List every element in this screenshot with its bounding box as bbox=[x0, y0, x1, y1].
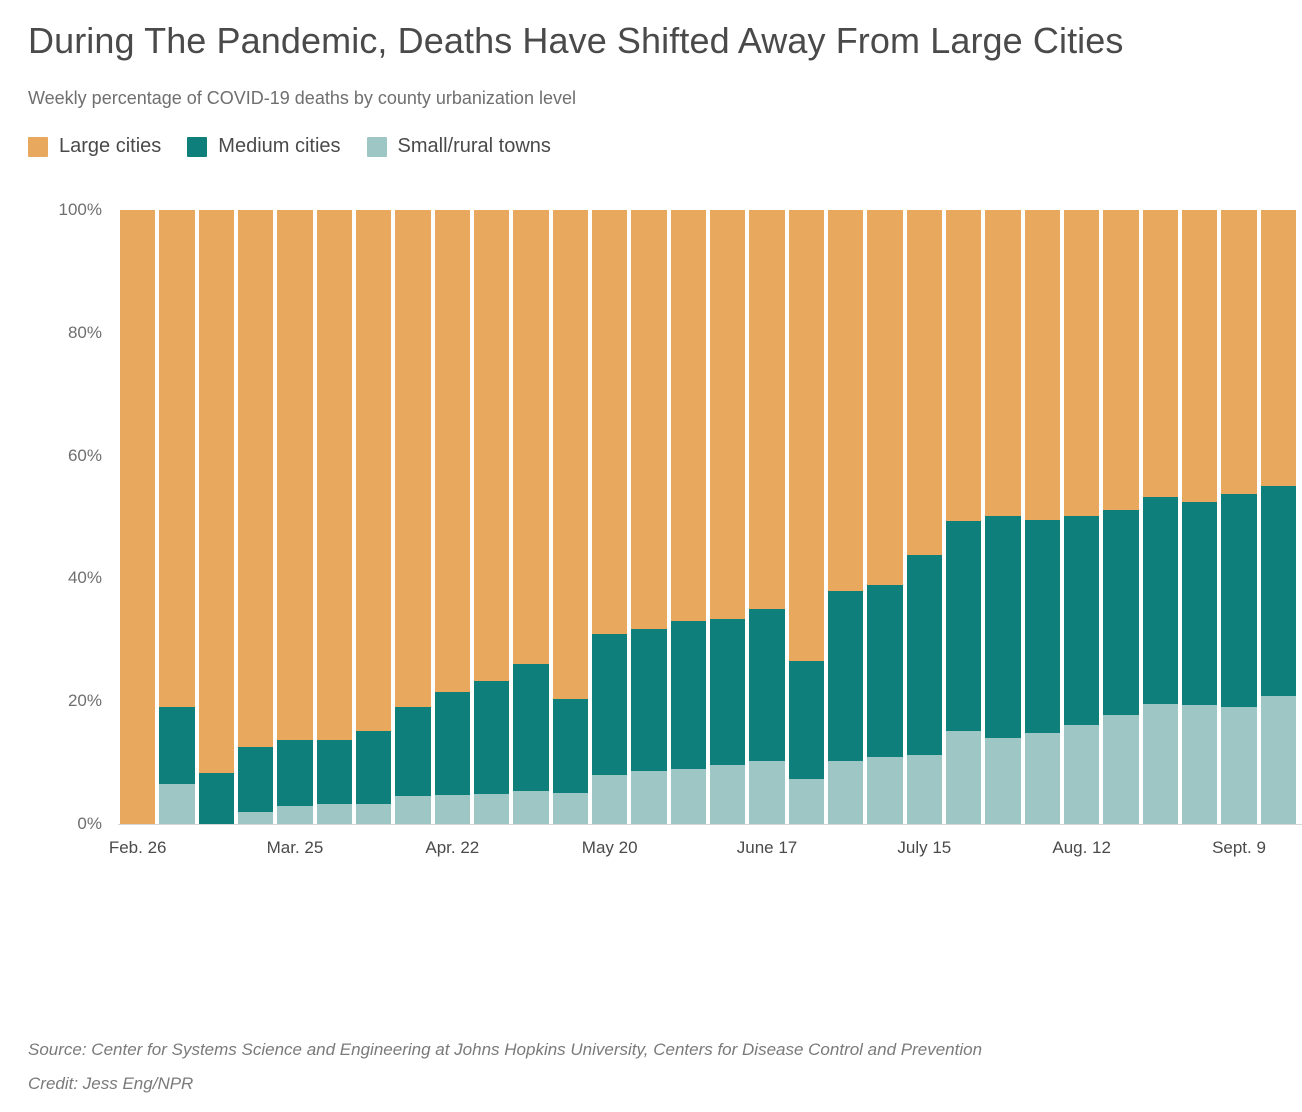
bar-segment bbox=[1064, 210, 1099, 516]
stacked-bar[interactable] bbox=[749, 210, 784, 824]
bar-segment bbox=[435, 210, 470, 692]
legend-item-medium-cities bbox=[187, 135, 340, 158]
bar-segment bbox=[749, 761, 784, 824]
bar-segment bbox=[395, 796, 430, 824]
bar-segment bbox=[749, 210, 784, 609]
bar-column[interactable] bbox=[433, 210, 472, 824]
bar-column[interactable] bbox=[197, 210, 236, 824]
bar-segment bbox=[1182, 210, 1217, 502]
legend-swatch-small-rural-towns bbox=[367, 137, 387, 157]
bar-segment bbox=[710, 210, 745, 619]
legend-swatch-large-cities bbox=[28, 137, 48, 157]
chart-subtitle: Weekly percentage of COVID-19 deaths by county urbanization level bbox=[28, 88, 576, 109]
bar-segment bbox=[356, 804, 391, 824]
bar-column[interactable] bbox=[157, 210, 196, 824]
bar-segment bbox=[356, 731, 391, 805]
y-axis-tick: 40% bbox=[67, 568, 102, 588]
y-axis-tick: 100% bbox=[58, 200, 102, 220]
bar-column[interactable] bbox=[747, 210, 786, 824]
stacked-bar[interactable] bbox=[553, 210, 588, 824]
chart-area bbox=[24, 194, 1278, 894]
bar-segment bbox=[985, 210, 1020, 516]
bar-column[interactable] bbox=[551, 210, 590, 824]
stacked-bar[interactable] bbox=[671, 210, 706, 824]
stacked-bar[interactable] bbox=[789, 210, 824, 824]
bar-segment bbox=[238, 747, 273, 812]
bar-group bbox=[118, 210, 1298, 824]
bar-segment bbox=[946, 731, 981, 824]
bar-column[interactable] bbox=[590, 210, 629, 824]
bar-column[interactable] bbox=[118, 210, 157, 824]
bar-column[interactable] bbox=[1101, 210, 1140, 824]
stacked-bar[interactable] bbox=[1221, 210, 1256, 824]
x-axis-tick: Sept. 9 bbox=[1212, 838, 1266, 858]
bar-segment bbox=[238, 812, 273, 824]
bar-segment bbox=[867, 757, 902, 824]
bar-column[interactable] bbox=[511, 210, 550, 824]
bar-segment bbox=[631, 210, 666, 629]
legend-label-small-rural-towns: Small/rural towns bbox=[397, 135, 551, 158]
bar-column[interactable] bbox=[826, 210, 865, 824]
bar-segment bbox=[710, 765, 745, 824]
stacked-bar[interactable] bbox=[907, 210, 942, 824]
bar-column[interactable] bbox=[275, 210, 314, 824]
bar-segment bbox=[946, 210, 981, 521]
bar-segment bbox=[159, 707, 194, 784]
bar-segment bbox=[1221, 494, 1256, 708]
stacked-bar[interactable] bbox=[1182, 210, 1217, 824]
legend-item-large-cities bbox=[28, 135, 161, 158]
x-axis-tick: July 15 bbox=[897, 838, 952, 858]
bar-segment bbox=[907, 555, 942, 755]
bar-segment bbox=[317, 804, 352, 824]
bar-segment bbox=[199, 210, 234, 772]
bar-column[interactable] bbox=[983, 210, 1022, 824]
bar-segment bbox=[789, 779, 824, 824]
bar-segment bbox=[1221, 210, 1256, 494]
bar-segment bbox=[907, 755, 942, 824]
bar-segment bbox=[828, 761, 863, 824]
page-title: During The Pandemic, Deaths Have Shifted Away From Large Cities bbox=[28, 20, 1124, 61]
bar-segment bbox=[356, 210, 391, 731]
y-axis-tick: 80% bbox=[67, 322, 102, 342]
bar-column[interactable] bbox=[865, 210, 904, 824]
bar-segment bbox=[317, 740, 352, 804]
x-axis-tick: Mar. 25 bbox=[266, 838, 324, 858]
bar-segment bbox=[435, 795, 470, 824]
stacked-bar[interactable] bbox=[395, 210, 430, 824]
bar-segment bbox=[828, 591, 863, 760]
plot-area bbox=[118, 210, 1298, 824]
bar-segment bbox=[631, 771, 666, 824]
bar-segment bbox=[592, 210, 627, 634]
bar-segment bbox=[1064, 516, 1099, 725]
chart-legend bbox=[28, 135, 1278, 158]
bar-segment bbox=[159, 210, 194, 707]
x-axis bbox=[108, 830, 1298, 870]
stacked-bar[interactable] bbox=[120, 210, 155, 824]
stacked-bar[interactable] bbox=[435, 210, 470, 824]
bar-column[interactable] bbox=[315, 210, 354, 824]
bar-segment bbox=[1182, 705, 1217, 824]
bar-column[interactable] bbox=[354, 210, 393, 824]
bar-segment bbox=[553, 699, 588, 792]
bar-segment bbox=[1025, 520, 1060, 733]
bar-segment bbox=[395, 707, 430, 796]
stacked-bar[interactable] bbox=[1064, 210, 1099, 824]
bar-segment bbox=[907, 210, 942, 554]
bar-segment bbox=[317, 210, 352, 740]
stacked-bar[interactable] bbox=[867, 210, 902, 824]
bar-segment bbox=[985, 738, 1020, 824]
bar-segment bbox=[474, 681, 509, 794]
bar-segment bbox=[1103, 510, 1138, 714]
stacked-bar[interactable] bbox=[238, 210, 273, 824]
bar-segment bbox=[985, 516, 1020, 738]
bar-segment bbox=[1025, 733, 1060, 824]
bar-segment bbox=[828, 210, 863, 591]
y-axis-tick: 60% bbox=[67, 445, 102, 465]
stacked-bar[interactable] bbox=[592, 210, 627, 824]
bar-column[interactable] bbox=[393, 210, 432, 824]
bar-segment bbox=[710, 619, 745, 765]
bar-segment bbox=[277, 806, 312, 824]
bar-column[interactable] bbox=[905, 210, 944, 824]
chart-footer bbox=[28, 1040, 1278, 1094]
bar-segment bbox=[553, 210, 588, 699]
stacked-bar[interactable] bbox=[631, 210, 666, 824]
stacked-bar[interactable] bbox=[356, 210, 391, 824]
bar-segment bbox=[592, 634, 627, 775]
stacked-bar[interactable] bbox=[710, 210, 745, 824]
bar-column[interactable] bbox=[1219, 210, 1258, 824]
stacked-bar[interactable] bbox=[1261, 210, 1296, 824]
legend-item-small-rural-towns bbox=[367, 135, 551, 158]
legend-label-medium-cities: Medium cities bbox=[218, 135, 341, 158]
bar-column[interactable] bbox=[236, 210, 275, 824]
bar-segment bbox=[513, 664, 548, 790]
source-note: Source: Center for Systems Science and Engineering at Johns Hopkins University, Centers for Disease Control and Prevention bbox=[28, 1040, 983, 1059]
stacked-bar[interactable] bbox=[199, 210, 234, 824]
bar-segment bbox=[1143, 704, 1178, 824]
stacked-bar[interactable] bbox=[985, 210, 1020, 824]
bar-segment bbox=[1103, 715, 1138, 824]
bar-segment bbox=[1261, 210, 1296, 486]
stacked-bar[interactable] bbox=[513, 210, 548, 824]
bar-segment bbox=[1064, 725, 1099, 824]
stacked-bar[interactable] bbox=[474, 210, 509, 824]
bar-segment bbox=[789, 661, 824, 778]
bar-segment bbox=[1025, 210, 1060, 520]
bar-column[interactable] bbox=[1141, 210, 1180, 824]
stacked-bar[interactable] bbox=[317, 210, 352, 824]
y-axis-tick: 0% bbox=[77, 814, 102, 834]
bar-column[interactable] bbox=[1259, 210, 1298, 824]
x-axis-tick: June 17 bbox=[736, 838, 798, 858]
legend-label-large-cities: Large cities bbox=[59, 135, 162, 158]
bar-segment bbox=[513, 791, 548, 824]
bar-segment bbox=[867, 210, 902, 585]
x-axis-tick: Feb. 26 bbox=[108, 838, 167, 858]
stacked-bar[interactable] bbox=[1143, 210, 1178, 824]
bar-segment bbox=[1261, 696, 1296, 824]
bar-segment bbox=[277, 740, 312, 806]
bar-segment bbox=[474, 794, 509, 824]
bar-column[interactable] bbox=[1023, 210, 1062, 824]
bar-segment bbox=[1261, 486, 1296, 696]
bar-segment bbox=[867, 585, 902, 758]
y-axis bbox=[24, 200, 114, 834]
bar-segment bbox=[592, 775, 627, 824]
bar-column[interactable] bbox=[944, 210, 983, 824]
stacked-bar[interactable] bbox=[159, 210, 194, 824]
bar-segment bbox=[1103, 210, 1138, 510]
bar-segment bbox=[159, 784, 194, 824]
bar-segment bbox=[238, 210, 273, 747]
bar-segment bbox=[1143, 497, 1178, 704]
stacked-bar[interactable] bbox=[946, 210, 981, 824]
bar-segment bbox=[671, 210, 706, 621]
bar-segment bbox=[671, 769, 706, 824]
bar-segment bbox=[1143, 210, 1178, 497]
legend-swatch-medium-cities bbox=[187, 137, 207, 157]
bar-column[interactable] bbox=[1062, 210, 1101, 824]
bar-column[interactable] bbox=[787, 210, 826, 824]
bar-segment bbox=[553, 793, 588, 824]
bar-segment bbox=[513, 210, 548, 664]
bar-column[interactable] bbox=[629, 210, 668, 824]
stacked-bar[interactable] bbox=[828, 210, 863, 824]
bar-segment bbox=[631, 629, 666, 771]
bar-segment bbox=[789, 210, 824, 661]
x-axis-tick: Apr. 22 bbox=[425, 838, 480, 858]
x-axis-tick: Aug. 12 bbox=[1052, 838, 1111, 858]
bar-segment bbox=[1221, 707, 1256, 824]
bar-segment bbox=[671, 621, 706, 768]
bar-segment bbox=[277, 210, 312, 740]
bar-segment bbox=[395, 210, 430, 707]
x-axis-line bbox=[118, 824, 1302, 825]
bar-segment bbox=[946, 521, 981, 731]
stacked-bar[interactable] bbox=[1025, 210, 1060, 824]
stacked-bar[interactable] bbox=[1103, 210, 1138, 824]
bar-column[interactable] bbox=[1180, 210, 1219, 824]
bar-segment bbox=[1182, 502, 1217, 705]
bar-segment bbox=[474, 210, 509, 681]
bar-column[interactable] bbox=[669, 210, 708, 824]
bar-segment bbox=[120, 210, 155, 824]
bar-segment bbox=[749, 609, 784, 761]
bar-segment bbox=[199, 773, 234, 825]
stacked-bar[interactable] bbox=[277, 210, 312, 824]
y-axis-tick: 20% bbox=[67, 691, 102, 711]
bar-column[interactable] bbox=[472, 210, 511, 824]
x-axis-tick: May 20 bbox=[581, 838, 638, 858]
bar-column[interactable] bbox=[708, 210, 747, 824]
credit-note: Credit: Jess Eng/NPR bbox=[28, 1074, 194, 1093]
bar-segment bbox=[435, 692, 470, 795]
